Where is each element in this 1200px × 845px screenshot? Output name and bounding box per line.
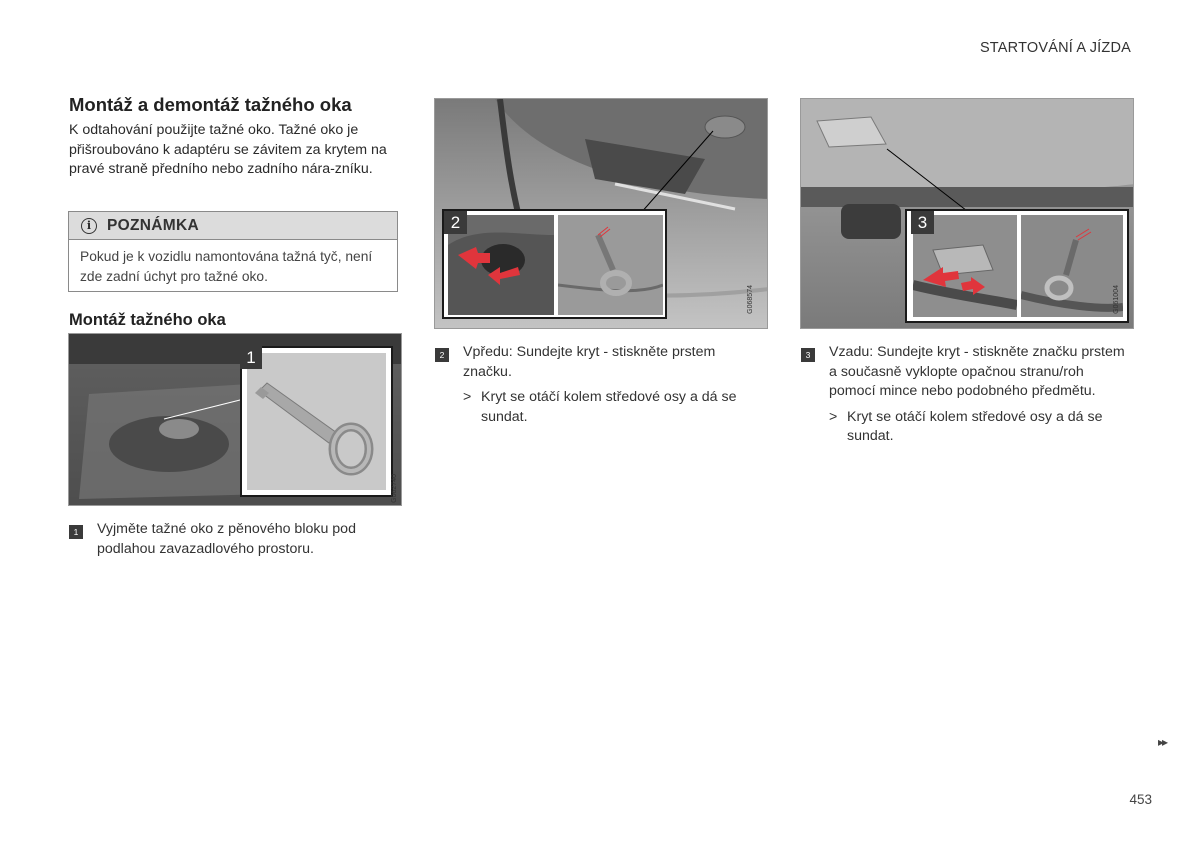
step-3 <box>801 343 1126 447</box>
note-header <box>69 212 397 240</box>
figure-badge: 3 <box>911 211 934 234</box>
intro-paragraph: K odtahování použijte tažné oko. Tažné oko je přišroubováno k adaptéru se závitem za krytem na pravé straně předního nebo zadního nára-zníku. <box>69 122 387 177</box>
step-1 <box>69 520 389 559</box>
note-box <box>68 211 398 292</box>
figure-badge: 1 <box>240 346 262 369</box>
towing-eye-icon <box>247 353 386 490</box>
step-2 <box>435 343 765 427</box>
figure-code: G062740 <box>391 474 398 503</box>
figure-badge: 2 <box>444 211 467 234</box>
step-result <box>829 408 1126 447</box>
result-marker: > <box>463 389 472 405</box>
step-text: Vyjměte tažné oko z pěnového bloku pod podlahou zavazadlového prostoru. <box>97 521 356 557</box>
step-text: Vpředu: Sundejte kryt - stiskněte prstem značku. <box>463 344 716 380</box>
result-marker: > <box>829 408 838 425</box>
running-header: STARTOVÁNÍ A JÍZDA <box>979 40 1131 56</box>
page-number: 453 <box>1129 792 1152 807</box>
section-title: Montáž a demontáž tažného oka <box>69 94 352 115</box>
result-text: Kryt se otáčí kolem středové osy a dá se sundat. <box>847 408 1103 444</box>
step-result <box>463 388 765 427</box>
note-body: Pokud je k vozidlu namontována tažná tyč, není zde zadní úchyt pro tažné oko. <box>80 249 373 284</box>
figure-front-bumper <box>434 98 768 329</box>
figure-code: G061004 <box>1113 285 1120 314</box>
figure-rear-bumper <box>800 98 1134 329</box>
rear-bumper-inset <box>905 209 1129 323</box>
continue-arrows-icon: ▸▸ <box>1157 735 1166 749</box>
info-icon: i <box>81 218 97 234</box>
step-number: 2 <box>435 348 449 362</box>
front-bumper-inset <box>442 209 667 319</box>
step-number: 1 <box>69 525 83 539</box>
towing-eye-mounted-rear <box>1021 215 1123 317</box>
figure-trunk-towing-eye <box>68 333 402 506</box>
subsection-title: Montáž tažného oka <box>69 311 226 329</box>
towing-eye-mounted <box>558 215 663 315</box>
towing-eye-inset <box>240 346 393 497</box>
step-number: 3 <box>801 348 815 362</box>
result-text: Kryt se otáčí kolem středové osy a dá se sundat. <box>481 389 737 425</box>
step-text: Vzadu: Sundejte kryt - stiskněte značku prstem a současně vyklopte opačnou stranu/roh pomocí mince nebo podobného předmětu. <box>829 344 1125 399</box>
note-title: POZNÁMKA <box>107 216 199 234</box>
figure-code: G068574 <box>747 285 754 314</box>
